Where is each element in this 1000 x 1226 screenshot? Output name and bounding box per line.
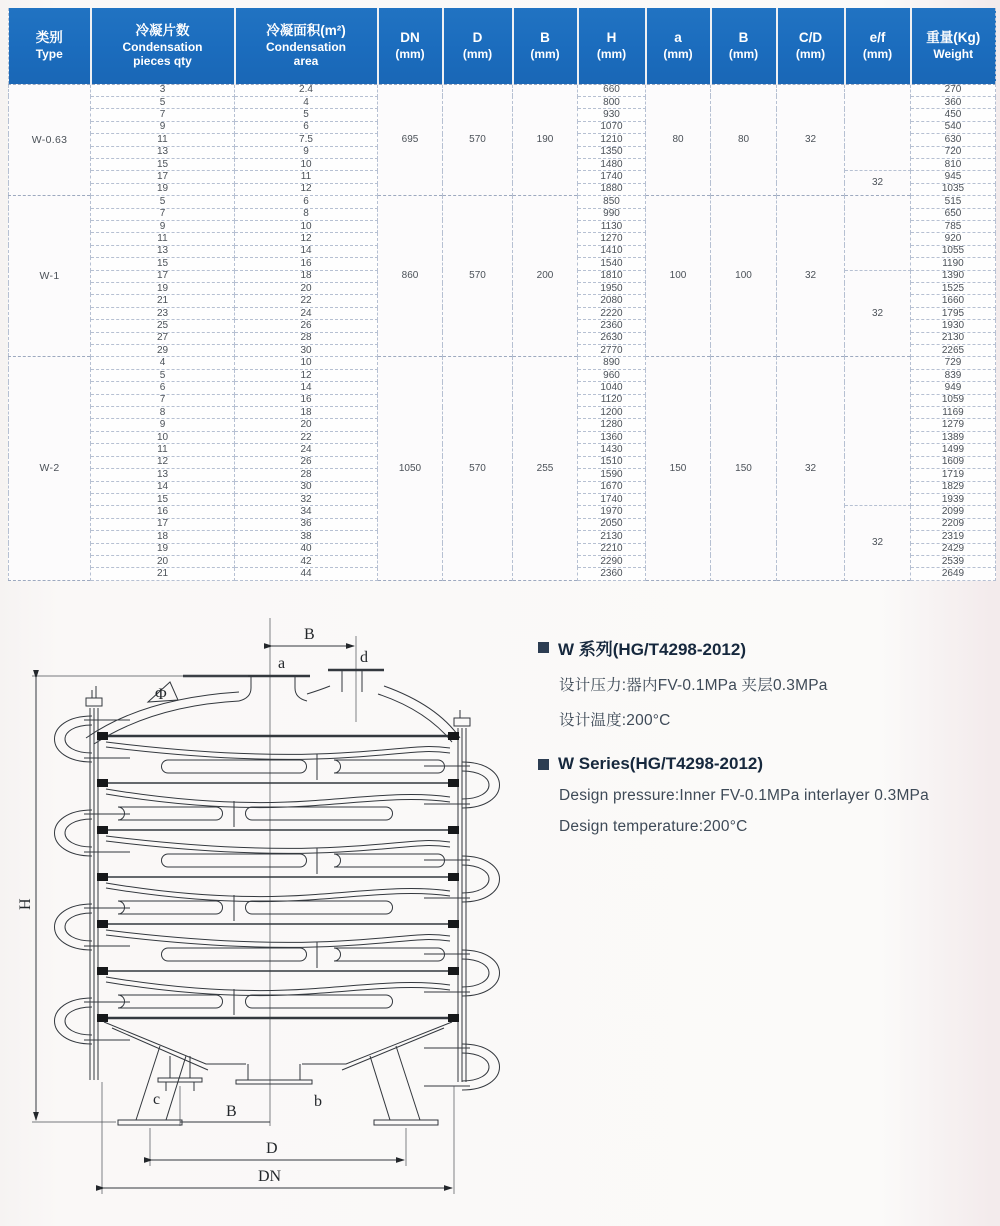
table-cell: 1939 [911,493,996,505]
table-cell: 28 [235,469,378,481]
table-cell: 1210 [578,134,646,146]
table-cell: 23 [91,307,235,319]
table-cell: 25 [91,320,235,332]
table-cell: 15 [91,158,235,170]
table-cell: 20 [235,419,378,431]
table-cell: 2209 [911,518,996,530]
table-cell: 15 [91,258,235,270]
dim-label-b-bottom: B [226,1103,237,1120]
bullet-square-icon [538,642,549,653]
table-cell: 1525 [911,283,996,295]
table-cell: 930 [578,109,646,121]
table-cell: 2290 [578,555,646,567]
table-cell: 10 [235,220,378,232]
nozzle-label-c: c [153,1091,161,1108]
table-cell: 1050 [378,357,443,580]
table-cell: 1499 [911,444,996,456]
table-cell: 12 [91,456,235,468]
table-cell: 11 [91,444,235,456]
table-cell: 7.5 [235,134,378,146]
table-cell: 800 [578,96,646,108]
table-cell: 1930 [911,320,996,332]
header-row [9,8,996,84]
table-cell: 18 [235,270,378,282]
table-cell: 13 [91,245,235,257]
table-cell: 13 [91,146,235,158]
table-cell: 11 [235,171,378,183]
table-cell: 1670 [578,481,646,493]
table-cell: 255 [513,357,578,580]
table-cell: 570 [443,357,513,580]
table-row [9,84,996,96]
table-cell: 1795 [911,307,996,319]
table-cell: 515 [911,196,996,208]
table-cell: 80 [711,84,777,196]
table-cell: 5 [235,109,378,121]
table-cell: 20 [91,555,235,567]
table-cell: 36 [235,518,378,530]
lug-label-phi: Φ [155,686,167,703]
table-cell: 15 [91,493,235,505]
table-cell: 13 [91,469,235,481]
table-cell: 660 [578,84,646,96]
table-cell: 1035 [911,183,996,195]
table-cell: 17 [91,270,235,282]
column-header: B (mm) [513,8,578,84]
table-cell: 2.4 [235,84,378,96]
table-cell: 6 [91,382,235,394]
table-cell: 19 [91,283,235,295]
table-cell: 14 [235,245,378,257]
table-cell: W-0.63 [9,84,91,196]
table-cell: 21 [91,568,235,580]
design-pressure-en: Design pressure:Inner FV-0.1MPa interlayer 0.3MPa [559,787,929,804]
table-cell: 18 [235,407,378,419]
table-cell: 32 [777,196,845,357]
table-cell: 12 [235,369,378,381]
condenser-spec-table [8,8,996,581]
table-cell: 1120 [578,394,646,406]
table-cell: 11 [91,233,235,245]
table-cell: 26 [235,320,378,332]
table-cell: 12 [235,183,378,195]
table-cell: 890 [578,357,646,369]
table-cell: 2360 [578,320,646,332]
table-cell: 630 [911,134,996,146]
table-row [9,196,996,208]
table-cell: 1169 [911,407,996,419]
table-cell: 1540 [578,258,646,270]
table-cell: 1740 [578,171,646,183]
table-cell: 14 [235,382,378,394]
table-cell: 1609 [911,456,996,468]
table-cell: 960 [578,369,646,381]
table-cell: 570 [443,84,513,196]
table-cell: 30 [235,345,378,357]
table-cell: 16 [235,258,378,270]
table-cell: 17 [91,518,235,530]
table-cell: 32 [845,506,911,580]
table-cell: 1810 [578,270,646,282]
table-cell: 1070 [578,121,646,133]
table-cell: 16 [235,394,378,406]
table-row [9,357,996,369]
table-cell: 1040 [578,382,646,394]
series-title-en-text: W Series(HG/T4298-2012) [558,754,764,773]
design-temperature-zh: 设计温度:200°C [559,712,671,729]
table-cell: 8 [91,407,235,419]
table-cell: 190 [513,84,578,196]
table-cell: 5 [91,96,235,108]
nozzle-label-b: b [314,1093,322,1110]
table-cell [845,357,911,506]
table-cell: 1390 [911,270,996,282]
table-cell: 3 [91,84,235,96]
table-cell: 14 [91,481,235,493]
table-cell: 200 [513,196,578,357]
column-header: D (mm) [443,8,513,84]
table-cell: 949 [911,382,996,394]
column-header: 冷凝面积(m²) Condensation area [235,8,378,84]
table-cell: 10 [235,357,378,369]
table-cell: 150 [646,357,711,580]
table-cell: 920 [911,233,996,245]
table-cell: 810 [911,158,996,170]
table-cell: 990 [578,208,646,220]
table-cell: 2210 [578,543,646,555]
table-cell: 12 [235,233,378,245]
nozzle-label-a: a [278,655,286,672]
table-cell: 80 [646,84,711,196]
dim-label-dn: DN [258,1168,282,1185]
table-cell: 1880 [578,183,646,195]
table-cell: 4 [235,96,378,108]
table-cell: 42 [235,555,378,567]
column-header: C/D (mm) [777,8,845,84]
table-cell: 1510 [578,456,646,468]
design-notes [538,633,990,836]
table-cell: 26 [235,456,378,468]
table-cell: 5 [91,196,235,208]
table-cell: 1279 [911,419,996,431]
table-cell: 19 [91,183,235,195]
table-cell: 32 [777,357,845,580]
table-cell: 570 [443,196,513,357]
table-cell: 2265 [911,345,996,357]
table-cell: 1200 [578,407,646,419]
table-cell: 10 [235,158,378,170]
table-cell: 24 [235,307,378,319]
table-cell: 1059 [911,394,996,406]
table-cell: 4 [91,357,235,369]
table-cell: 1055 [911,245,996,257]
table-cell: 22 [235,431,378,443]
table-cell: 2360 [578,568,646,580]
column-header: 重量(Kg) Weight [911,8,996,84]
table-cell: 1430 [578,444,646,456]
table-cell: 1590 [578,469,646,481]
table-cell: 2099 [911,506,996,518]
table-cell: 30 [235,481,378,493]
table-cell: 17 [91,171,235,183]
table-cell: 1280 [578,419,646,431]
table-cell: 21 [91,295,235,307]
table-cell: 1360 [578,431,646,443]
column-header: a (mm) [646,8,711,84]
table-cell: 11 [91,134,235,146]
table-cell: 1660 [911,295,996,307]
table-cell: 7 [91,394,235,406]
table-cell: 2130 [911,332,996,344]
table-cell: W-2 [9,357,91,580]
table-cell: 2050 [578,518,646,530]
table-cell: 450 [911,109,996,121]
table-cell: 5 [91,369,235,381]
table-cell: 1130 [578,220,646,232]
table-cell: 19 [91,543,235,555]
table-cell: 1389 [911,431,996,443]
table-cell: 720 [911,146,996,158]
table-cell: 650 [911,208,996,220]
table-cell: 9 [91,121,235,133]
dim-label-h: H [17,898,34,910]
table-cell: 7 [91,208,235,220]
table-cell: 20 [235,283,378,295]
table-cell: 32 [777,84,845,196]
table-cell: 1719 [911,469,996,481]
table-cell: 22 [235,295,378,307]
column-header: B (mm) [711,8,777,84]
table-cell: 6 [235,196,378,208]
table-cell: 9 [91,419,235,431]
table-cell: 1829 [911,481,996,493]
table-cell: 1410 [578,245,646,257]
table-cell: 1190 [911,258,996,270]
condenser-technical-drawing [8,612,528,1224]
table-cell: 150 [711,357,777,580]
table-cell: 100 [646,196,711,357]
column-header: e/f (mm) [845,8,911,84]
dim-label-b-top: B [304,626,315,643]
table-cell: 27 [91,332,235,344]
table-cell: 8 [235,208,378,220]
design-temperature-en: Design temperature:200°C [559,818,748,835]
table-cell: 38 [235,531,378,543]
table-cell: 850 [578,196,646,208]
table-cell: 34 [235,506,378,518]
table-cell: 270 [911,84,996,96]
table-cell: 860 [378,196,443,357]
table-cell: 2080 [578,295,646,307]
table-cell: 360 [911,96,996,108]
table-cell: 1480 [578,158,646,170]
table-cell: 16 [91,506,235,518]
table-cell: 695 [378,84,443,196]
table-cell: 32 [235,493,378,505]
table-cell: 18 [91,531,235,543]
table-cell: 40 [235,543,378,555]
table-cell: 1970 [578,506,646,518]
table-cell: 2649 [911,568,996,580]
table-cell: 29 [91,345,235,357]
table-cell [845,84,911,171]
table-cell: 1270 [578,233,646,245]
table-cell: 2319 [911,531,996,543]
column-header: 类别 Type [9,8,91,84]
column-header: 冷凝片数 Condensation pieces qty [91,8,235,84]
table-cell: 28 [235,332,378,344]
series-title-en [538,754,990,774]
nozzle-label-d: d [360,649,368,666]
table-cell: 9 [235,146,378,158]
design-pressure-zh: 设计压力:器内FV-0.1MPa 夹层0.3MPa [559,677,828,694]
table-cell: W-1 [9,196,91,357]
dim-label-d: D [266,1140,278,1157]
table-cell: 1950 [578,283,646,295]
table-cell: 1740 [578,493,646,505]
table-cell: 32 [845,171,911,196]
table-cell: 10 [91,431,235,443]
series-title-zh [538,635,990,660]
table-cell: 785 [911,220,996,232]
column-header: H (mm) [578,8,646,84]
series-title-zh-text: W 系列(HG/T4298-2012) [558,640,746,659]
table-cell: 24 [235,444,378,456]
table-cell: 2429 [911,543,996,555]
table-cell: 2770 [578,345,646,357]
table-cell: 839 [911,369,996,381]
table-cell: 2539 [911,555,996,567]
bullet-square-icon [538,759,549,770]
table-cell: 945 [911,171,996,183]
table-cell: 1350 [578,146,646,158]
table-cell: 2630 [578,332,646,344]
table-cell: 6 [235,121,378,133]
table-cell: 32 [845,270,911,357]
table-cell [845,196,911,270]
table-cell: 9 [91,220,235,232]
table-cell: 44 [235,568,378,580]
column-header: DN (mm) [378,8,443,84]
table-cell: 100 [711,196,777,357]
table-cell: 540 [911,121,996,133]
table-cell: 7 [91,109,235,121]
table-cell: 2130 [578,531,646,543]
table-cell: 729 [911,357,996,369]
table-cell: 2220 [578,307,646,319]
